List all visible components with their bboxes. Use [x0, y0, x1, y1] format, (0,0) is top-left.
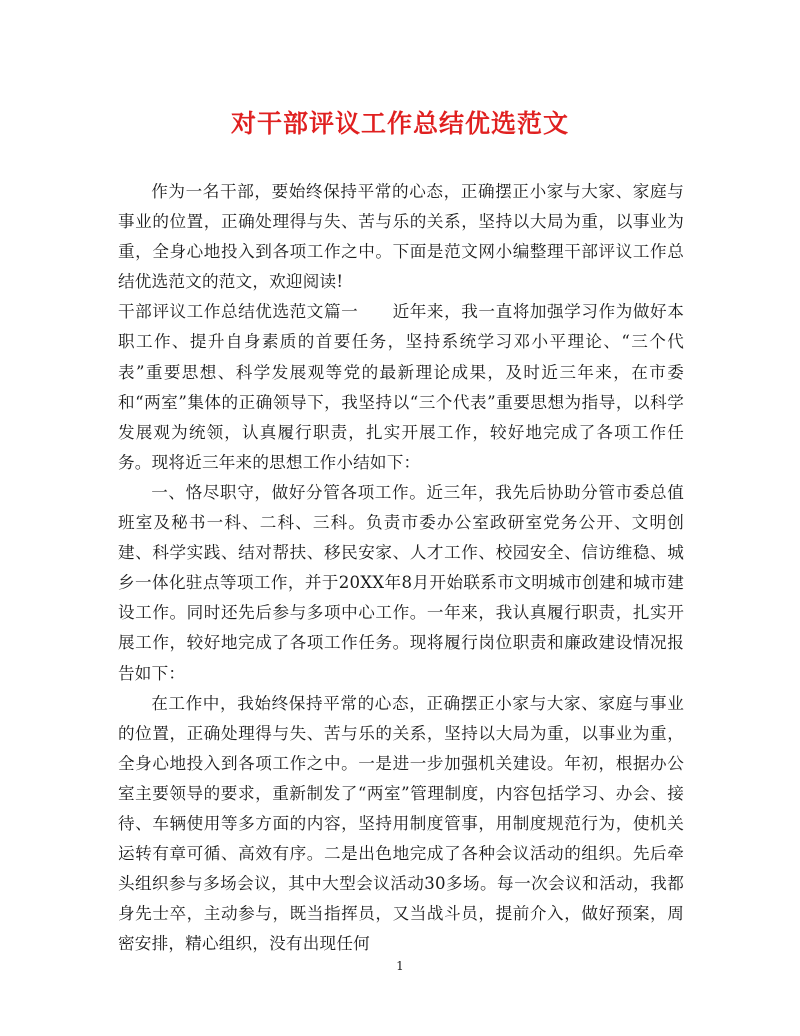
page-number: 1: [396, 959, 404, 973]
paragraph-duties: 一、恪尽职守，做好分管各项工作。近三年，我先后协助分管市委总值班室及秘书一科、二科、三科。负责市委办公室政研室党务公开、文明创建、科学实践、结对帮扶、移民安家、人才工作、校园安全、信访维稳、城乡一体化驻点等项工作，并于20XX年8月开始联系市文明城市创建和城市建设工作。同时还先后参与多项中心工作。一年来，我认真履行职责，扎实开展工作，较好地完成了各项工作任务。现将履行岗位职责和廉政建设情况报告如下：: [118, 482, 684, 683]
paragraph-work: 在工作中，我始终保持平常的心态，正确摆正小家与大家、家庭与事业的位置，正确处理得与失、苦与乐的关系，坚持以大局为重，以事业为重，全身心地投入到各项工作之中。一是进一步加强机关建设。年初，根据办公室主要领导的要求，重新制发了“两室”管理制度，内容包括学习、办会、接待、车辆使用等多方面的内容，坚持用制度管事，用制度规范行为，使机关运转有章可循、高效有序。二是出色地完成了各种会议活动的组织。先后牵头组织参与多场会议，其中大型会议活动30多场。每一次会议和活动，我都身先士卒，主动参与，既当指挥员，又当战斗员，提前介入，做好预案，周密安排，精心组织，没有出现任何: [118, 693, 684, 954]
document-title: 对干部评议工作总结优选范文: [230, 109, 569, 138]
document-body: [118, 177, 684, 959]
paragraph-intro: 作为一名干部，要始终保持平常的心态，正确摆正小家与大家、家庭与事业的位置，正确处理得与失、苦与乐的关系，坚持以大局为重，以事业为重，全身心地投入到各项工作之中。下面是范文网小编整理干部评议工作总结优选范文的范文，欢迎阅读!: [118, 182, 684, 292]
paragraph-section-one: 干部评议工作总结优选范文篇一 近年来，我一直将加强学习作为做好本职工作、提升自身素质的首要任务，坚持系统学习邓小平理论、“三个代表”重要思想、科学发展观等党的最新理论成果，及时近三年来，在市委和“两室”集体的正确领导下，我坚持以“三个代表”重要思想为指导，以科学发展观为统领，认真履行职责，扎实开展工作，较好地完成了各项工作任务。现将近三年来的思想工作小结如下：: [118, 302, 684, 472]
